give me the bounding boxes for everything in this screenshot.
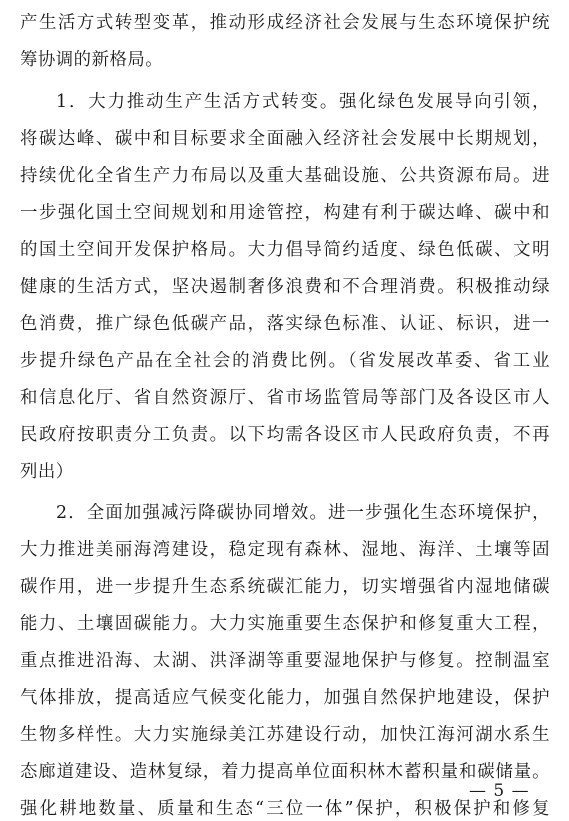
text-line: 产生活方式转型变革，推动形成经济社会发展与生态环境保护统 <box>20 13 550 33</box>
text-line: 列出） <box>20 462 74 482</box>
paragraph-2-heading-line: 2．全面加强减污降碳协同增效。进一步强化生态环境保护， <box>56 503 550 523</box>
text-line: 碳作用，进一步提升生态系统碳汇能力，切实增强省内湿地储碳 <box>20 577 550 597</box>
text-line: 持续优化全省生产力布局以及重大基础设施、公共资源布局。进 <box>20 166 550 186</box>
paragraph-1-heading-line: 1．大力推动生产生活方式转变。强化绿色发展导向引领， <box>56 92 550 112</box>
page-number: — 5 — <box>469 781 530 801</box>
text-line: 重点推进沿海、太湖、洪泽湖等重要湿地保护与修复。控制温室 <box>20 651 550 671</box>
text-line: 色消费，推广绿色低碳产品，落实绿色标准、认证、标识，进一 <box>20 314 550 334</box>
text-line: 大力推进美丽海湾建设，稳定现有森林、湿地、海洋、土壤等固 <box>20 540 550 560</box>
text-line: 能力、土壤固碳能力。大力实施重要生态保护和修复重大工程， <box>20 614 550 634</box>
text-line: 和信息化厅、省自然资源厅、省市场监管局等部门及各设区市人 <box>20 388 550 408</box>
text-line: 将碳达峰、碳中和目标要求全面融入经济社会发展中长期规划， <box>20 129 550 149</box>
text-line: 生物多样性。大力实施绿美江苏建设行动，加快江海河湖水系生 <box>20 725 550 745</box>
text-line: 气体排放，提高适应气候变化能力，加强自然保护地建设，保护 <box>20 688 550 708</box>
text-line: 的国土空间开发保护格局。大力倡导简约适度、绿色低碳、文明 <box>20 240 550 260</box>
text-line: 筹协调的新格局。 <box>20 50 164 70</box>
text-line: 步提升绿色产品在全社会的消费比例。（省发展改革委、省工业 <box>20 351 550 371</box>
text-line: 一步强化国土空间规划和用途管控，构建有利于碳达峰、碳中和 <box>20 203 550 223</box>
text-line: 强化耕地数量、质量和生态“三位一体”保护，积极保护和修复 <box>20 799 550 819</box>
text-line: 态廊道建设、造林复绿，着力提高单位面积林木蓄积量和碳储量。 <box>20 762 550 782</box>
text-line: 健康的生活方式，坚决遏制奢侈浪费和不合理消费。积极推动绿 <box>20 277 550 297</box>
text-line: 民政府按职责分工负责。以下均需各设区市人民政府负责，不再 <box>20 425 550 445</box>
